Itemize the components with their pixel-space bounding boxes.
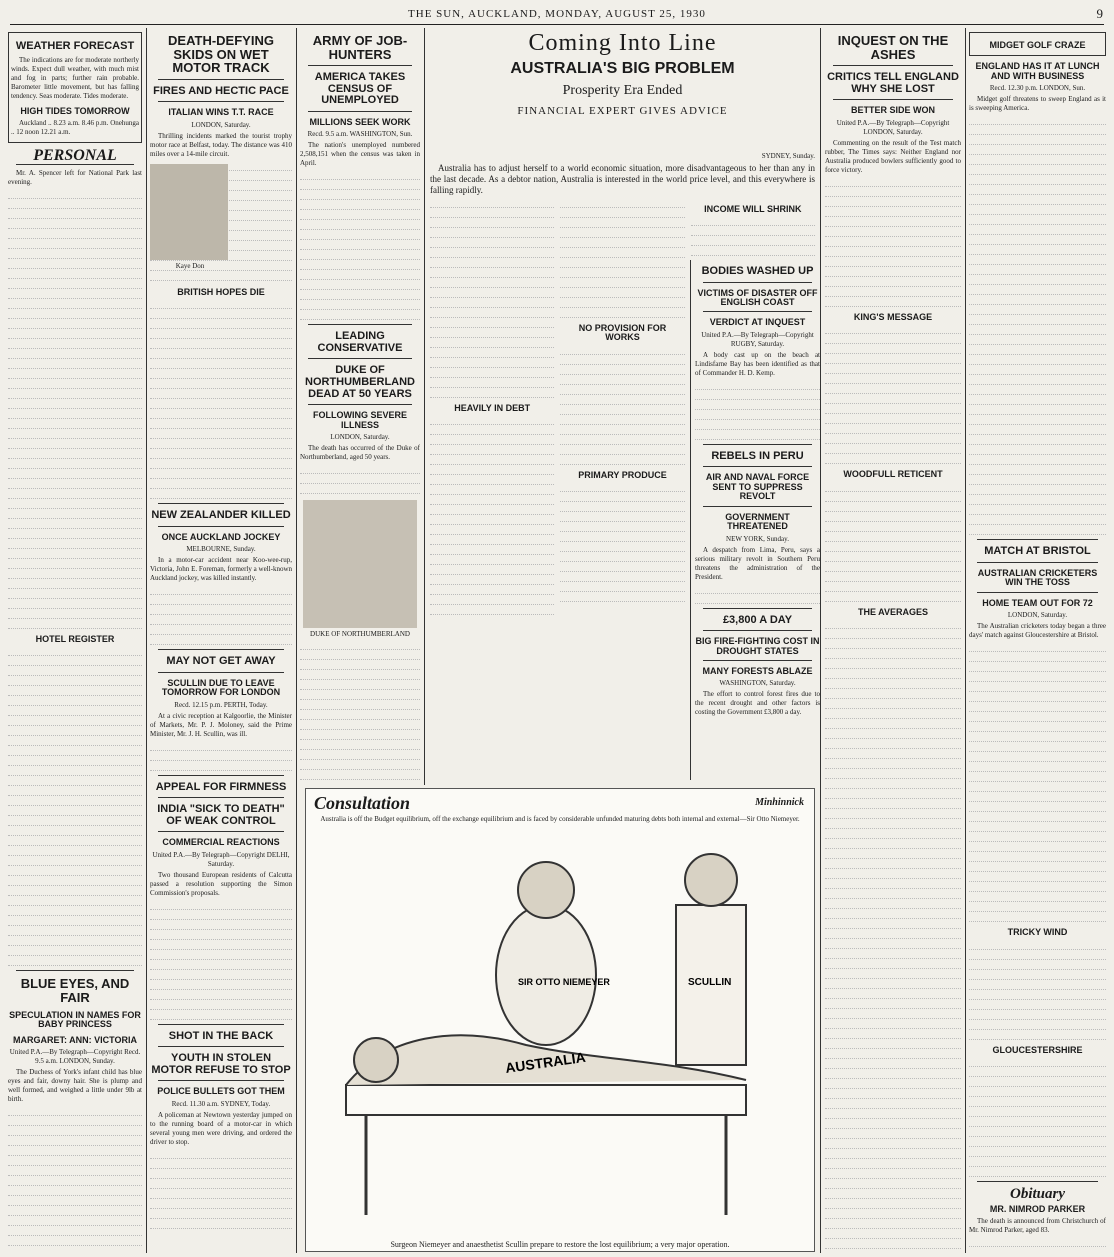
bodies-heading: BODIES WASHED UP xyxy=(701,265,814,277)
column-rule xyxy=(146,28,147,1253)
peru-subheading-2: GOVERNMENT THREATENED xyxy=(725,511,790,532)
peru-subheading: AIR AND NAVAL FORCE SENT TO SUPPRESS REVOLT xyxy=(705,472,810,502)
ashes-text: Commenting on the result of the Test match rubber, The Times says: Neither England nor Australia produced bowlers sufficiently good to force victory. xyxy=(825,138,961,174)
column-ashes xyxy=(825,28,961,1253)
weather-box xyxy=(8,32,142,143)
fire-text: The effort to control forest fires due to the recent drought and other factors is costing the Government £3,800 a day. xyxy=(695,690,820,717)
golf-box xyxy=(969,32,1106,56)
away-subheading: SCULLIN DUE TO LEAVE TOMORROW FOR LONDON xyxy=(161,677,281,698)
main-dateline: SYDNEY, Sunday. xyxy=(761,152,815,160)
bristol-text: The Australian cricketers today began a three days' match against Gloucestershire at Bristol. xyxy=(969,622,1106,640)
shot-dateline: Recd. 11.30 a.m. SYDNEY, Today. xyxy=(171,1099,271,1108)
editorial-cartoon xyxy=(305,788,815,1252)
obituary-heading: Obituary xyxy=(1009,1186,1065,1203)
bristol-sub-wind: TRICKY WIND xyxy=(1007,927,1068,938)
bristol-subheading-2: HOME TEAM OUT FOR 72 xyxy=(982,597,1093,608)
duke-photo xyxy=(303,500,417,628)
cartoon-title: Consultation xyxy=(314,793,411,813)
kaye-don-photo xyxy=(150,164,230,273)
anaesthetist-label: SCULLIN xyxy=(688,977,732,988)
fire-subheading-2: MANY FORESTS ABLAZE xyxy=(702,666,813,677)
shot-subheading-2: POLICE BULLETS GOT THEM xyxy=(157,1086,285,1097)
zealander-text: In a motor-car accident near Koo-wee-rup, Victoria, John E. Foreman, formerly a well-known Auckland jockey, was killed instantly. xyxy=(150,556,292,583)
main-headline: Coming Into Line xyxy=(528,30,717,56)
bodies-subheading-2: VERDICT AT INQUEST xyxy=(709,317,806,328)
main-sub-income: INCOME WILL SHRINK xyxy=(704,204,802,214)
bodies-dateline: United P.A.—By Telegraph—Copyright RUGBY, Saturday. xyxy=(701,330,814,348)
firmness-text: Two thousand European residents of Calcutta passed a resolution supporting the Simon Commission's proposals. xyxy=(150,870,292,897)
shot-text: A policeman at Newtown yesterday jumped on to the running board of a motor-car in which several young men were driving, and ordered the driver to stop. xyxy=(150,1110,292,1146)
peru-text: A despatch from Lima, Peru, says a serious military revolt in Southern Peru threatens the administration of the President. xyxy=(695,545,820,581)
skids-subheading-2: ITALIAN WINS T.T. RACE xyxy=(168,107,274,118)
leading-heading: LEADING CONSERVATIVE xyxy=(317,330,403,354)
cartoon-quote: Australia is off the Budget equilibrium, off the exchange equilibrium and is faced by considerable unfunded maturing debts both internal and external—Sir Otto Niemeyer. xyxy=(320,815,800,823)
away-dateline: Recd. 12.15 p.m. PERTH, Today. xyxy=(174,700,268,709)
zealander-heading: NEW ZEALANDER KILLED xyxy=(151,509,291,522)
blue-eyes-subheading: SPECULATION IN NAMES FOR BABY PRINCESS xyxy=(9,1009,141,1030)
column-rule xyxy=(820,28,821,1253)
masthead-title: THE SUN, AUCKLAND, MONDAY, AUGUST 25, 1930 xyxy=(408,8,706,20)
skids-heading: DEATH-DEFYING SKIDS ON WET MOTOR TRACK xyxy=(168,33,274,76)
ashes-heading: INQUEST ON THE ASHES xyxy=(837,33,949,62)
column-bodies xyxy=(690,260,820,780)
masthead xyxy=(10,4,1104,25)
main-sub-works: NO PROVISION FOR WORKS xyxy=(578,323,667,343)
column-2 xyxy=(150,28,292,1253)
column-1 xyxy=(8,28,142,1253)
portrait-image xyxy=(150,164,228,260)
photo-caption: Kaye Don xyxy=(175,261,205,270)
golf-heading: MIDGET GOLF CRAZE xyxy=(989,40,1086,50)
blue-eyes-dateline: United P.A.—By Telegraph—Copyright Recd. 9.5 a.m. LONDON, Sunday. xyxy=(9,1048,141,1066)
tides-text: Auckland .. 8.23 a.m. 8.46 p.m. Onehunga .. 12 noon 12.21 a.m. xyxy=(11,118,139,136)
averages-heading: THE AVERAGES xyxy=(857,606,928,617)
main-subheadline: AUSTRALIA'S BIG PROBLEM xyxy=(510,60,735,77)
firmness-subheading: INDIA "SICK TO DEATH" OF WEAK CONTROL xyxy=(157,803,285,827)
army-dateline: Recd. 9.5 a.m. WASHINGTON, Sun. xyxy=(307,130,413,139)
column-3 xyxy=(300,28,420,785)
skids-subheading: FIRES AND HECTIC PACE xyxy=(153,84,289,97)
main-headline-block xyxy=(430,30,815,117)
away-heading: MAY NOT GET AWAY xyxy=(166,655,276,668)
bristol-score-heading: GLOUCESTERSHIRE xyxy=(992,1044,1083,1055)
army-subheading-2: MILLIONS SEEK WORK xyxy=(309,116,411,127)
divider xyxy=(16,164,134,165)
duke-caption: DUKE OF NORTHUMBERLAND xyxy=(310,629,410,638)
bristol-heading: MATCH AT BRISTOL xyxy=(984,545,1091,558)
main-sub-produce: PRIMARY PRODUCE xyxy=(578,469,667,480)
ashes-sub-king: KING'S MESSAGE xyxy=(853,311,933,322)
shot-heading: SHOT IN THE BACK xyxy=(168,1029,274,1042)
weather-text: The indications are for moderate northerly winds. Expect dull weather, with much mist and fog in parts; further rain probable. Barometer little movement, but has falling tendency. Seas moderate. Tides moderate. xyxy=(11,55,139,100)
obituary-parker: MR. NIMROD PARKER xyxy=(989,1204,1086,1215)
column-rule xyxy=(965,28,966,1253)
bristol-subheading: AUSTRALIAN CRICKETERS WIN THE TOSS xyxy=(977,567,1098,588)
fire-subheading: BIG FIRE-FIGHTING COST IN DROUGHT STATES xyxy=(695,636,820,656)
firmness-subheading-2: COMMERCIAL REACTIONS xyxy=(162,837,280,848)
ashes-subheading: CRITICS TELL ENGLAND WHY SHE LOST xyxy=(827,71,959,95)
skids-text: Thrilling incidents marked the tourist trophy motor race at Belfast, today. The distance was 410 miles over a 14-mile circuit. xyxy=(150,131,292,158)
leading-dateline: LONDON, Saturday. xyxy=(330,432,390,441)
obituary-parker-text: The death is announced from Christchurch of Mr. Nimrod Parker, aged 83. xyxy=(969,1217,1106,1235)
doctor-label: SIR OTTO NIEMEYER xyxy=(518,977,610,987)
column-rule xyxy=(296,28,297,1253)
main-col-2 xyxy=(560,199,684,616)
operating-table xyxy=(346,1085,746,1115)
firmness-dateline: United P.A.—By Telegraph—Copyright DELHI, Saturday. xyxy=(152,850,290,868)
personal-text: Mr. A. Spencer left for National Park last evening. xyxy=(8,168,142,186)
cartoon-drawing xyxy=(306,835,814,1235)
main-deck-2: FINANCIAL EXPERT GIVES ADVICE xyxy=(517,105,728,117)
hotel-register-heading: HOTEL REGISTER xyxy=(35,633,115,644)
golf-dateline: Recd. 12.30 p.m. LONDON, Sun. xyxy=(989,84,1086,93)
peru-heading: REBELS IN PERU xyxy=(711,449,804,462)
army-subheading: AMERICA TAKES CENSUS OF UNEMPLOYED xyxy=(314,71,406,107)
tides-heading: HIGH TIDES TOMORROW xyxy=(20,105,130,116)
cartoon-caption: Surgeon Niemeyer and anaesthetist Scullin prepare to restore the lost equilibrium; a very major operation. xyxy=(390,1240,730,1249)
fire-heading: £3,800 A DAY xyxy=(722,613,793,626)
main-col-1 xyxy=(430,199,554,616)
zealander-subheading: ONCE AUCKLAND JOCKEY xyxy=(161,531,281,542)
blue-eyes-text: The Duchess of York's infant child has blue eyes and fair, downy hair. She is plump and well formed, and weighed a little under 9lb at birth. xyxy=(8,1068,142,1104)
personal-heading: PERSONAL xyxy=(33,146,117,164)
ashes-dateline: United P.A.—By Telegraph—Copyright LONDON, Saturday. xyxy=(836,118,950,136)
column-last xyxy=(969,28,1106,1253)
column-rule xyxy=(424,28,425,785)
page-number: 9 xyxy=(1096,6,1104,21)
firmness-heading: APPEAL FOR FIRMNESS xyxy=(155,780,287,793)
golf-text: Midget golf threatens to sweep England as it is sweeping America. xyxy=(969,95,1106,113)
leading-text: The death has occurred of the Duke of Northumberland, aged 50 years. xyxy=(300,443,420,461)
shot-subheading: YOUTH IN STOLEN MOTOR REFUSE TO STOP xyxy=(151,1052,291,1076)
blue-eyes-subheading-2: MARGARET: ANN: VICTORIA xyxy=(13,1034,137,1045)
away-text: At a civic reception at Kalgoorlie, the Minister of Markets, Mr. P. J. Moloney, said the Prime Minister, Mr. J. H. Scullin, was ill. xyxy=(150,711,292,738)
skids-dateline: LONDON, Saturday. xyxy=(191,120,251,129)
bristol-dateline: LONDON, Saturday. xyxy=(1007,611,1068,620)
skids-subhead: BRITISH HOPES DIE xyxy=(177,286,265,297)
patient-label: AUSTRALIA xyxy=(504,1048,587,1076)
leading-subheading-2: FOLLOWING SEVERE ILLNESS xyxy=(312,410,407,430)
golf-subheading: ENGLAND HAS IT AT LUNCH AND WITH BUSINESS xyxy=(975,61,1100,81)
main-sub-heavily: HEAVILY IN DEBT xyxy=(454,403,531,413)
leading-subheading: DUKE OF NORTHUMBERLAND DEAD AT 50 YEARS xyxy=(305,364,415,400)
peru-dateline: NEW YORK, Sunday. xyxy=(726,534,789,543)
main-lead: Australia has to adjust herself to a world economic situation, more disadvantageous to her than any in the last decade. As a debtor nation, Australia is interested in the world price level, and this everywhere is falling rapidly. xyxy=(430,163,815,195)
zealander-dateline: MELBOURNE, Sunday. xyxy=(186,545,256,554)
army-text: The nation's unemployed numbered 2,508,151 when the census was taken in April. xyxy=(300,141,420,168)
blue-eyes-heading: BLUE EYES, AND FAIR xyxy=(20,976,130,1006)
bodies-text: A body cast up on the beach at Lindisfarne Bay has been identified as that of Commander H. D. Kemp. xyxy=(695,350,820,377)
bodies-subheading: VICTIMS OF DISASTER OFF ENGLISH COAST xyxy=(697,287,818,307)
fire-dateline: WASHINGTON, Saturday. xyxy=(719,679,796,688)
doctor-figure xyxy=(496,905,596,1045)
main-deck: Prosperity Era Ended xyxy=(562,83,683,98)
cartoon-artist: Minhinnick xyxy=(755,797,804,808)
army-heading: ARMY OF JOB-HUNTERS xyxy=(312,33,408,62)
ashes-sub-woodfull: WOODFULL RETICENT xyxy=(843,469,943,480)
ashes-subheading-2: BETTER SIDE WON xyxy=(850,105,935,116)
weather-heading: WEATHER FORECAST xyxy=(15,40,135,52)
